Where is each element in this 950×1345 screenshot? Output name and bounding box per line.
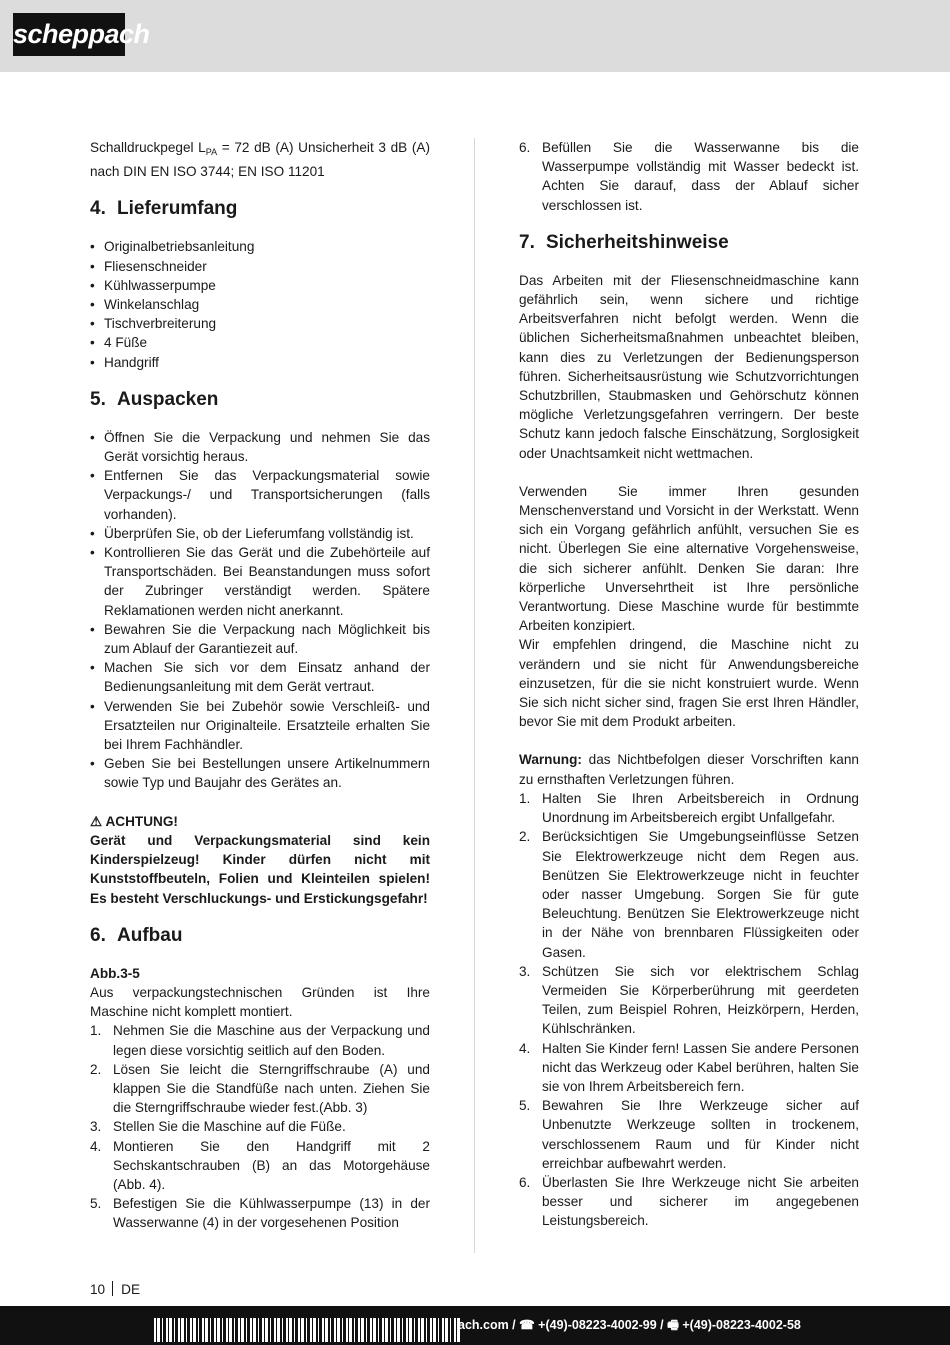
- unpacking-list: [90, 428, 430, 793]
- list-item: 1. Nehmen Sie die Maschine aus der Verpackung und legen diese vorsichtig seitlich auf den Boden.: [90, 1023, 430, 1058]
- list-item: 6. Befüllen Sie die Wasserwanne bis die Wasserpumpe vollständig mit Wasser bedeckt ist. Achten Sie darauf, dass der Ablauf sicher verschlossen ist.: [519, 140, 859, 213]
- list-item: 4. Halten Sie Kinder fern! Lassen Sie andere Personen nicht das Werkzeug oder Kabel berühren, halten Sie sie von Ihrem Arbeitsbereich fern.: [519, 1040, 859, 1094]
- list-item: 1. Halten Sie Ihren Arbeitsbereich in Ordnung Unordnung im Arbeitsbereich ergibt Unfallgefahr.: [519, 790, 859, 826]
- list-item: • Tischverbreiterung: [90, 314, 430, 333]
- list-item: • Geben Sie bei Bestellungen unsere Artikelnummern sowie Typ und Baujahr des Gerätes an.: [90, 754, 430, 792]
- language-code: DE: [121, 1282, 141, 1297]
- list-item: 4. Montieren Sie den Handgriff mit 2 Sechskantschrauben (B) an das Motorgehäuse (Abb. 4).: [90, 1138, 430, 1192]
- page-footer: [90, 1280, 140, 1299]
- warning-paragraph: Warnung: das Nichtbefolgen dieser Vorschriften kann zu ernsthaften Verletzungen führen.: [519, 752, 859, 787]
- figure-reference: Abb.3-5: [90, 965, 140, 981]
- assembly-steps-continued: [519, 138, 859, 215]
- section-7-heading: 7. Sicherheitshinweise: [519, 231, 729, 253]
- list-item: 2. Berücksichtigen Sie Umgebungseinflüsse Setzen Sie Elektrowerkzeuge nicht dem Regen aus. Benützen Sie Elektrowerkzeuge nicht in feuchter oder nasser Umgebung. Sorgen Sie für gute Beleuchtung. Benützen Sie Elektrowerkzeuge nicht in der Nähe von brennbaren Flüssigkeiten oder Gasen.: [519, 829, 859, 960]
- left-column: [90, 138, 430, 1233]
- footer-separator: [112, 1281, 113, 1296]
- list-item: • Originalbetriebsanleitung: [90, 237, 430, 256]
- list-item: • Überprüfen Sie, ob der Lieferumfang vollständig ist.: [90, 524, 430, 543]
- safety-paragraph: Verwenden Sie immer Ihren gesunden Menschenverstand und Vorsicht in der Werkstatt. Wenn sich ein Vorgang gefährlich anfühlt, versuchen Sie es nicht. Überlegen Sie eine alternative Vorgehensweise, die sich sicherer anfühlt. Denken Sie daran: Ihre körperliche Unversehrtheit ist Ihre persönliche Verantwortung. Diese Maschine wurde für bestimmte Arbeiten konzipiert.: [519, 483, 859, 634]
- safety-paragraph: Das Arbeiten mit der Fliesenschneidmaschine kann gefährlich sein, wenn sichere und richtige Arbeitsverfahren nicht befolgt werden. Wenn die üblichen Sicherheitsmaßnahmen unbeachtet bleiben, kann dies zu Verletzungen der Bedienungsperson führen. Sicherheitsausrüstung wie Schutzvorrichtungen Schutzbrillen, Staubmasken und Gehörschutz können mögliche Verletzungsgefahren verringern. Der beste Schutz kann jedoch falsche Einschätzung, Sorglosigkeit oder Unachtsamkeit nicht wettmachen.: [519, 272, 859, 461]
- list-item: 5. Befestigen Sie die Kühlwasserpumpe (13) in der Wasserwanne (4) in der vorgesehenen Position: [90, 1196, 430, 1231]
- list-item: • Kühlwasserpumpe: [90, 276, 430, 295]
- list-item: 3. Schützen Sie sich vor elektrischem Schlag Vermeiden Sie Körperberührung mit geerdeten Teilen, zum Beispiel Rohren, Heizkörpern, Herden, Kühlschränken.: [519, 963, 859, 1037]
- section-5-heading: 5. Auspacken: [90, 388, 219, 410]
- list-item: • Machen Sie sich vor dem Einsatz anhand der Bedienungsanleitung mit dem Gerät vertraut.: [90, 658, 430, 696]
- list-item: • 4 Füße: [90, 333, 430, 352]
- list-item: • Verwenden Sie bei Zubehör sowie Verschleiß- und Ersatzteilen nur Originalteile. Ersatzteile erhalten Sie bei Ihrem Fachhändler.: [90, 697, 430, 755]
- list-item: 3. Stellen Sie die Maschine auf die Füße.: [90, 1119, 346, 1135]
- list-item: • Fliesenschneider: [90, 257, 430, 276]
- list-item: • Öffnen Sie die Verpackung und nehmen Sie das Gerät vorsichtig heraus.: [90, 428, 430, 466]
- list-item: • Winkelanschlag: [90, 295, 430, 314]
- list-item: • Handgriff: [90, 353, 430, 372]
- warning-title: ⚠ ACHTUNG!: [90, 813, 178, 829]
- page-number: 10: [90, 1282, 106, 1297]
- assembly-intro: Aus verpackungstechnischen Gründen ist Ihre Maschine nicht komplett montiert.: [90, 984, 430, 1020]
- warning-triangle-icon: ⚠: [90, 813, 103, 829]
- column-divider: [474, 138, 475, 1253]
- list-item: 6. Überlasten Sie Ihre Werkzeuge nicht Sie arbeiten besser und sicherer im angegebenen Leistungsbereich.: [519, 1174, 859, 1229]
- list-item: • Bewahren Sie die Verpackung nach Möglichkeit bis zum Ablauf der Garantiezeit auf.: [90, 620, 430, 658]
- contact-info: ach.com / ☎ +(49)-08223-4002-99 / 🖷 +(49)-08223-4002-58: [458, 1318, 801, 1332]
- safety-paragraph: Wir empfehlen dringend, die Maschine nicht zu verändern und sie nicht für Anwendungsbereiche einzusetzen, für die sie nicht konstruiert wurde. Wenn Sie sich nicht sicher sind, fragen Sie erst Ihren Händler, bevor Sie mit dem Produkt arbeiten.: [519, 637, 859, 730]
- header-bar: [0, 0, 950, 72]
- section-6-heading: 6. Aufbau: [90, 924, 183, 946]
- right-column: [519, 138, 859, 1231]
- safety-steps: [519, 789, 859, 1231]
- list-item: 2. Lösen Sie leicht die Sterngriffschraube (A) und klappen Sie die Standfüße nach unten. Ziehen Sie die Sterngriffschraube wieder fest.(Abb. 3): [90, 1061, 430, 1116]
- brand-logo: scheppach: [13, 13, 125, 56]
- warning-box: [90, 812, 430, 908]
- barcode-graphic: [154, 1318, 460, 1342]
- noise-level-text: Schalldruckpegel $L_{PA} = 72$ dB (A) Unsicherheit 3 dB (A) nach DIN EN ISO 3744; EN ISO 11201: [90, 140, 430, 180]
- delivery-list: [90, 237, 430, 371]
- list-item: • Kontrollieren Sie das Gerät und die Zubehörteile auf Transportschäden. Bei Beanstandungen muss sofort der Zubringer verständigt werden. Spätere Reklamationen werden nicht anerkannt.: [90, 543, 430, 620]
- list-item: 5. Bewahren Sie Ihre Werkzeuge sicher auf Unbenutzte Werkzeuge sollten in trockenem, verschlossenem Raum und für Kinder nicht erreichbar aufbewahrt werden.: [519, 1098, 859, 1171]
- section-4-heading: 4. Lieferumfang: [90, 198, 238, 220]
- list-item: • Entfernen Sie das Verpackungsmaterial sowie Verpackungs-/ und Transportsicherungen (falls vorhanden).: [90, 466, 430, 524]
- warning-text: Gerät und Verpackungsmaterial sind kein Kinderspielzeug! Kinder dürfen nicht mit Kunststoffbeuteln, Folien und Kleinteilen spielen! Es besteht Verschluckungs- und Erstickungsgefahr!: [90, 832, 430, 906]
- assembly-steps: [90, 1021, 430, 1232]
